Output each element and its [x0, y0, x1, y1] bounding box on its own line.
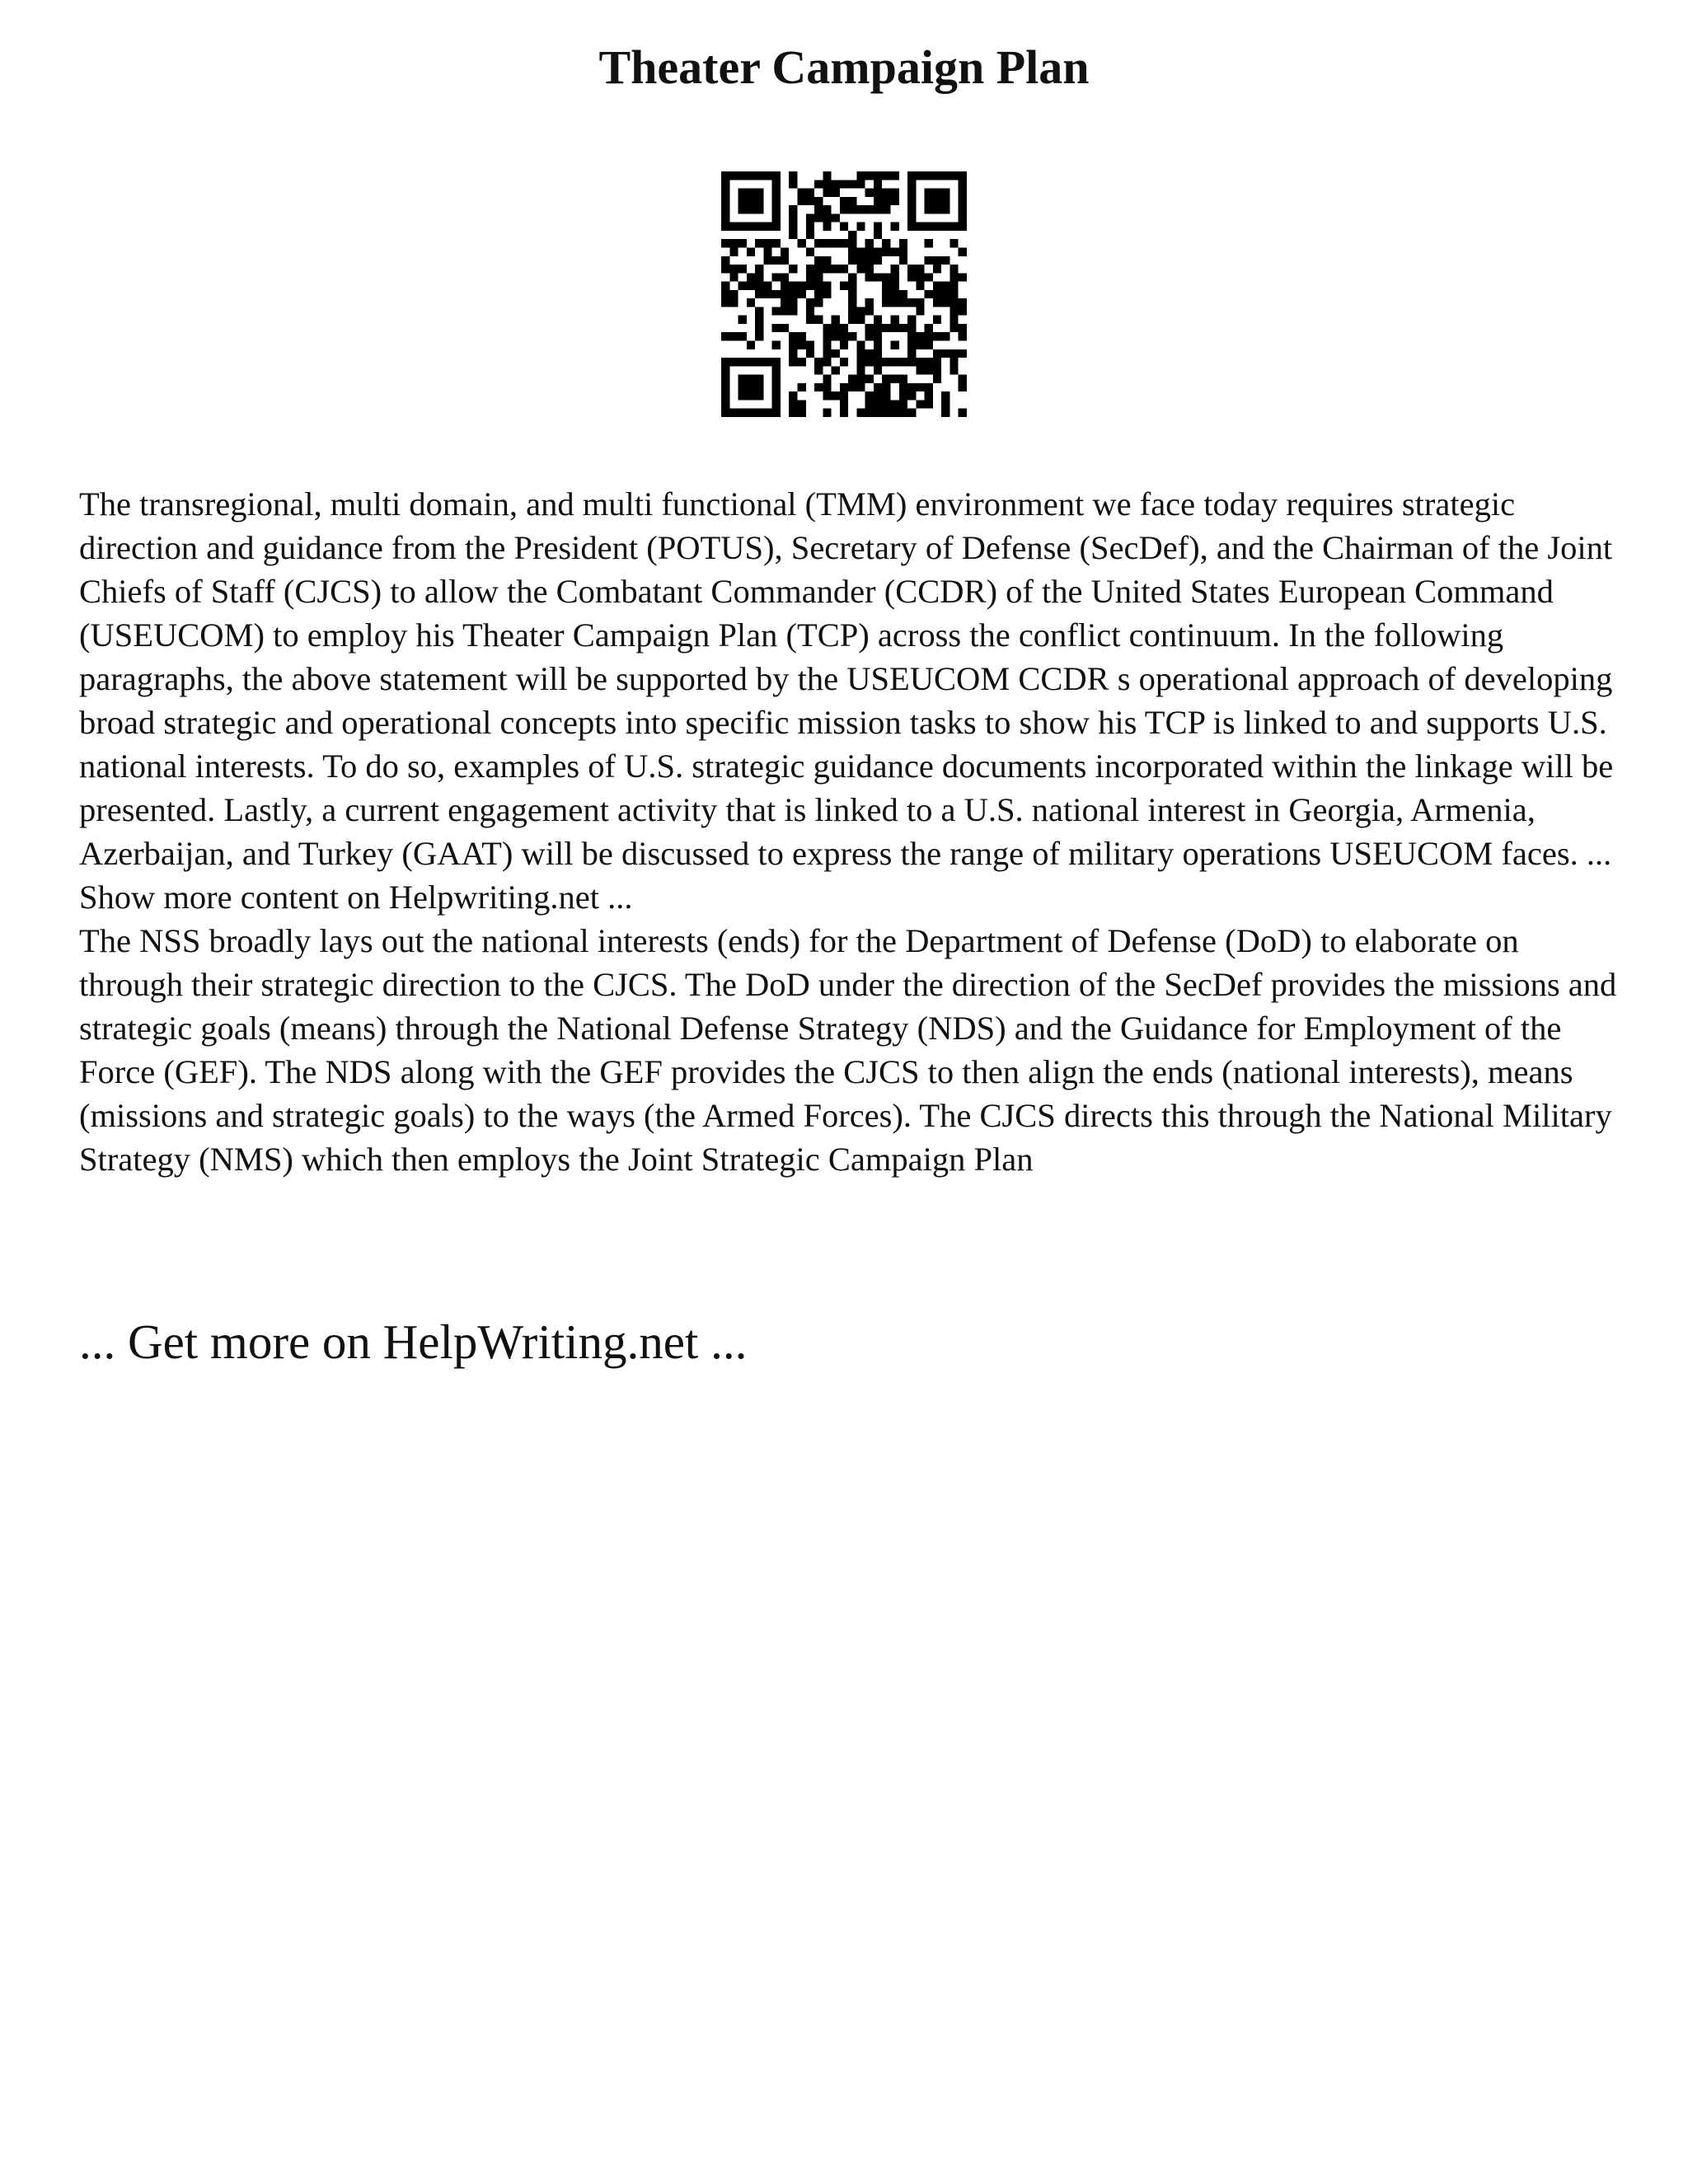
qr-code-icon [721, 171, 967, 417]
paragraph-2: The NSS broadly lays out the national interests (ends) for the Department of Defense (DoD) to elaborate on through their strategic direction to the CJCS. The DoD under the direction of the SecDef provides the missions and strategic goals (means) through the National Defense Strategy (NDS) and the Guidance for Employment of the Force (GEF). The NDS along with the GEF provides the CJCS to then align the ends (national interests), means (missions and strategic goals) to the ways (the Armed Forces). The CJCS directs this through the National Military Strategy (NMS) which then employs the Joint Strategic Campaign Plan [79, 922, 1617, 1178]
article-body [79, 482, 1620, 1181]
paragraph-1: The transregional, multi domain, and multi functional (TMM) environment we face today requires strategic direction and guidance from the President (POTUS), Secretary of Defense (SecDef), and the Chairman of the Joint Chiefs of Staff (CJCS) to allow the Combatant Commander (CCDR) of the United States European Command (USEUCOM) to employ his Theater Campaign Plan (TCP) across the conflict continuum. In the following paragraphs, the above statement will be supported by the USEUCOM CCDR s operational approach of developing broad strategic and operational concepts into specific mission tasks to show his TCP is linked to and supports U.S. national interests. To do so, examples of U.S. strategic guidance documents incorporated within the linkage will be presented. Lastly, a current engagement activity that is linked to a U.S. national interest in Georgia, Armenia, Azerbaijan, and Turkey (GAAT) will be discussed to express the range of military operations USEUCOM faces. ... Show more content on Helpwriting.net ... [79, 485, 1614, 916]
get-more-link[interactable]: ... Get more on HelpWriting.net ... [79, 1315, 748, 1369]
page-title: Theater Campaign Plan [598, 40, 1090, 94]
qr-code-graphic [721, 171, 967, 417]
